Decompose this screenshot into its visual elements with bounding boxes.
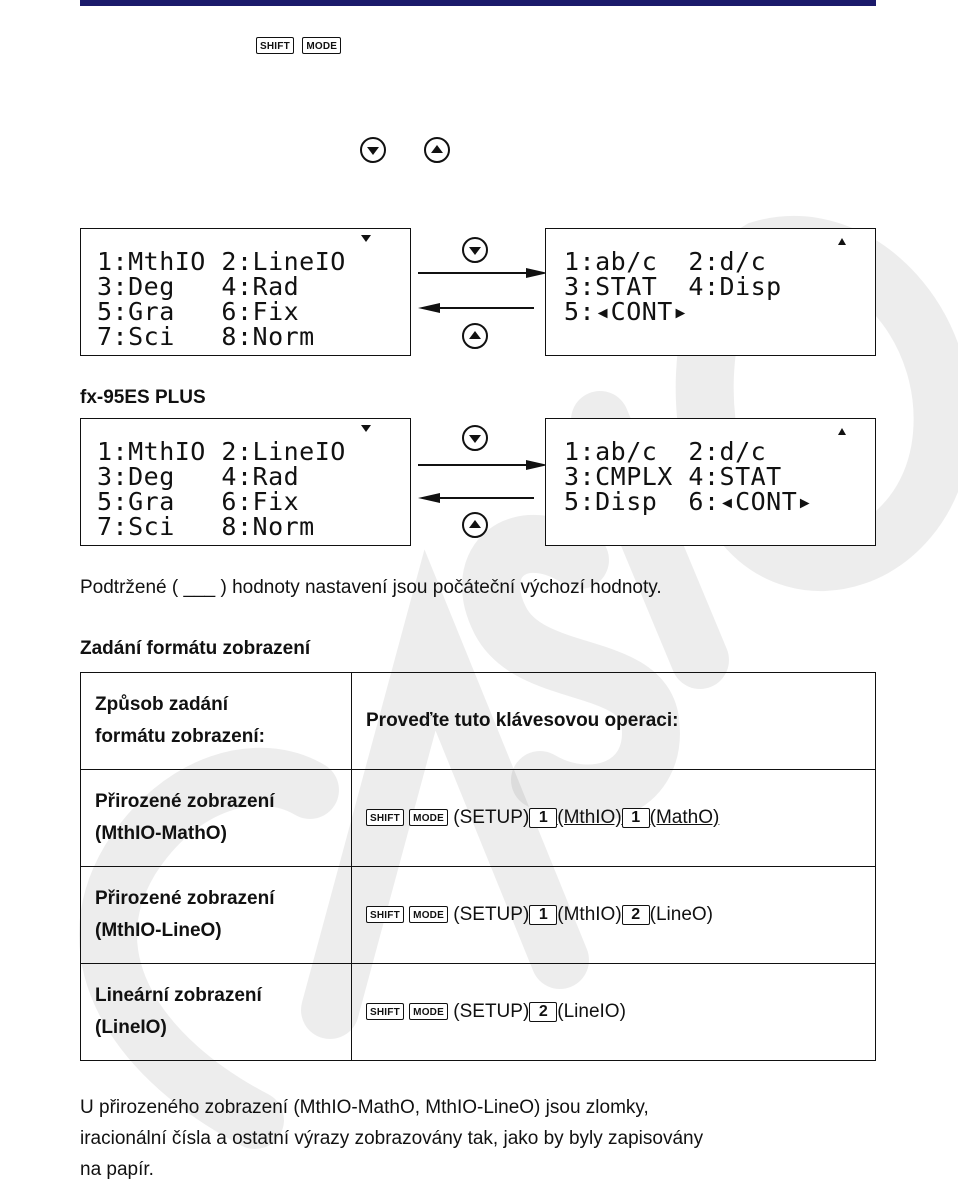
lcd-line: 1:ab/c 2:d/c bbox=[564, 247, 767, 276]
underlined-default bbox=[529, 807, 719, 828]
table-header-row bbox=[81, 673, 876, 770]
number-key-icon: 2 bbox=[622, 905, 650, 925]
down-arrow-key-icon bbox=[462, 237, 488, 263]
lcd-line: 5:Gra 6:Fix bbox=[97, 297, 300, 326]
lcd-line: 3:Deg 4:Rad bbox=[97, 272, 300, 301]
number-key-icon: 2 bbox=[529, 1002, 557, 1022]
lcd-line: 7:Sci 8:Norm bbox=[97, 322, 315, 351]
key-operation-cell bbox=[352, 867, 876, 964]
format-name-cell bbox=[81, 867, 352, 964]
key-operation-cell bbox=[352, 964, 876, 1061]
op-text: (SETUP) bbox=[453, 1001, 530, 1022]
paragraph-line: U přirozeného zobrazení (MthIO-MathO, MthIO-LineO) jsou zlomky, bbox=[80, 1097, 649, 1118]
op-text: (SETUP) bbox=[453, 807, 530, 828]
lcd-line: 3:CMPLX 4:STAT bbox=[564, 462, 782, 491]
top-key-sequence bbox=[256, 37, 341, 55]
arrow-left-line bbox=[438, 307, 534, 309]
down-arrow-key-icon bbox=[462, 425, 488, 451]
setup-screen-page1 bbox=[80, 228, 411, 356]
format-name-cell bbox=[81, 770, 352, 867]
paragraph-line: iracionální čísla a ostatní výrazy zobrazovány tak, jako by byly zapisovány bbox=[80, 1128, 704, 1149]
display-format-table bbox=[80, 672, 876, 1061]
op-text: (MathO) bbox=[649, 807, 720, 828]
shift-key-icon: SHIFT bbox=[366, 809, 404, 826]
mode-key-icon: MODE bbox=[409, 809, 448, 826]
mode-key-icon: MODE bbox=[409, 1003, 448, 1020]
lcd-line: 5:Gra 6:Fix bbox=[97, 487, 300, 516]
op-text: (LineIO) bbox=[557, 1001, 626, 1022]
down-arrow-key-icon bbox=[360, 137, 386, 163]
up-arrow-key-icon bbox=[424, 137, 450, 163]
table-row bbox=[81, 964, 876, 1061]
op-text: (MthIO) bbox=[557, 904, 622, 925]
table-header-cell bbox=[81, 673, 352, 770]
paragraph-line: na papír. bbox=[80, 1159, 154, 1180]
shift-key-icon: SHIFT bbox=[256, 37, 294, 54]
arrow-left-icon bbox=[418, 303, 440, 313]
key-operation-cell bbox=[352, 770, 876, 867]
up-arrow-key-icon bbox=[462, 512, 488, 538]
lcd-line: 5:◂CONT▸ bbox=[564, 297, 689, 326]
lcd-line: 3:STAT 4:Disp bbox=[564, 272, 782, 301]
format-name-line: (MthIO-LineO) bbox=[95, 920, 222, 941]
format-name-cell bbox=[81, 964, 352, 1061]
format-name-line: (MthIO-MathO) bbox=[95, 823, 227, 844]
lcd-line: 1:MthIO 2:LineIO bbox=[97, 247, 346, 276]
header-bar bbox=[80, 0, 876, 6]
section-title: Zadání formátu zobrazení bbox=[80, 638, 311, 659]
format-name-line: Lineární zobrazení bbox=[95, 985, 262, 1006]
shift-key-icon: SHIFT bbox=[366, 906, 404, 923]
arrow-right-line bbox=[418, 272, 528, 274]
natural-display-paragraph bbox=[80, 1092, 703, 1185]
lcd-line: 1:MthIO 2:LineIO bbox=[97, 437, 346, 466]
scroll-up-indicator-icon bbox=[838, 238, 846, 245]
default-values-note: Podtržené ( ___ ) hodnoty nastavení jsou počáteční výchozí hodnoty. bbox=[80, 577, 662, 598]
table-row bbox=[81, 867, 876, 964]
mode-key-icon: MODE bbox=[302, 37, 341, 54]
op-text: (SETUP) bbox=[453, 904, 530, 925]
setup-screen-page1-fx95 bbox=[80, 418, 411, 546]
table-header-cell: Proveďte tuto klávesovou operaci: bbox=[352, 673, 876, 770]
table-row bbox=[81, 770, 876, 867]
arrow-right-line bbox=[418, 464, 528, 466]
format-name-line: (LineIO) bbox=[95, 1017, 167, 1038]
model-label: fx-95ES PLUS bbox=[80, 387, 206, 408]
scroll-down-indicator-icon bbox=[361, 425, 371, 432]
format-name-line: Přirozené zobrazení bbox=[95, 888, 275, 909]
op-text: (LineO) bbox=[649, 904, 714, 925]
arrow-left-icon bbox=[418, 493, 440, 503]
header-line: Způsob zadání bbox=[95, 694, 228, 715]
op-text: (MthIO) bbox=[557, 807, 622, 828]
lcd-line: 3:Deg 4:Rad bbox=[97, 462, 300, 491]
number-key-icon: 1 bbox=[529, 905, 557, 925]
number-key-icon: 1 bbox=[622, 808, 650, 828]
lcd-line: 7:Sci 8:Norm bbox=[97, 512, 315, 541]
setup-screen-page2-fx95 bbox=[545, 418, 876, 546]
lcd-line: 1:ab/c 2:d/c bbox=[564, 437, 767, 466]
header-line: formátu zobrazení: bbox=[95, 726, 265, 747]
lcd-line: 5:Disp 6:◂CONT▸ bbox=[564, 487, 813, 516]
format-name-line: Přirozené zobrazení bbox=[95, 791, 275, 812]
mode-key-icon: MODE bbox=[409, 906, 448, 923]
setup-screen-page2 bbox=[545, 228, 876, 356]
scroll-up-indicator-icon bbox=[838, 428, 846, 435]
number-key-icon: 1 bbox=[529, 808, 557, 828]
up-arrow-key-icon bbox=[462, 323, 488, 349]
arrow-left-line bbox=[438, 497, 534, 499]
scroll-down-indicator-icon bbox=[361, 235, 371, 242]
shift-key-icon: SHIFT bbox=[366, 1003, 404, 1020]
